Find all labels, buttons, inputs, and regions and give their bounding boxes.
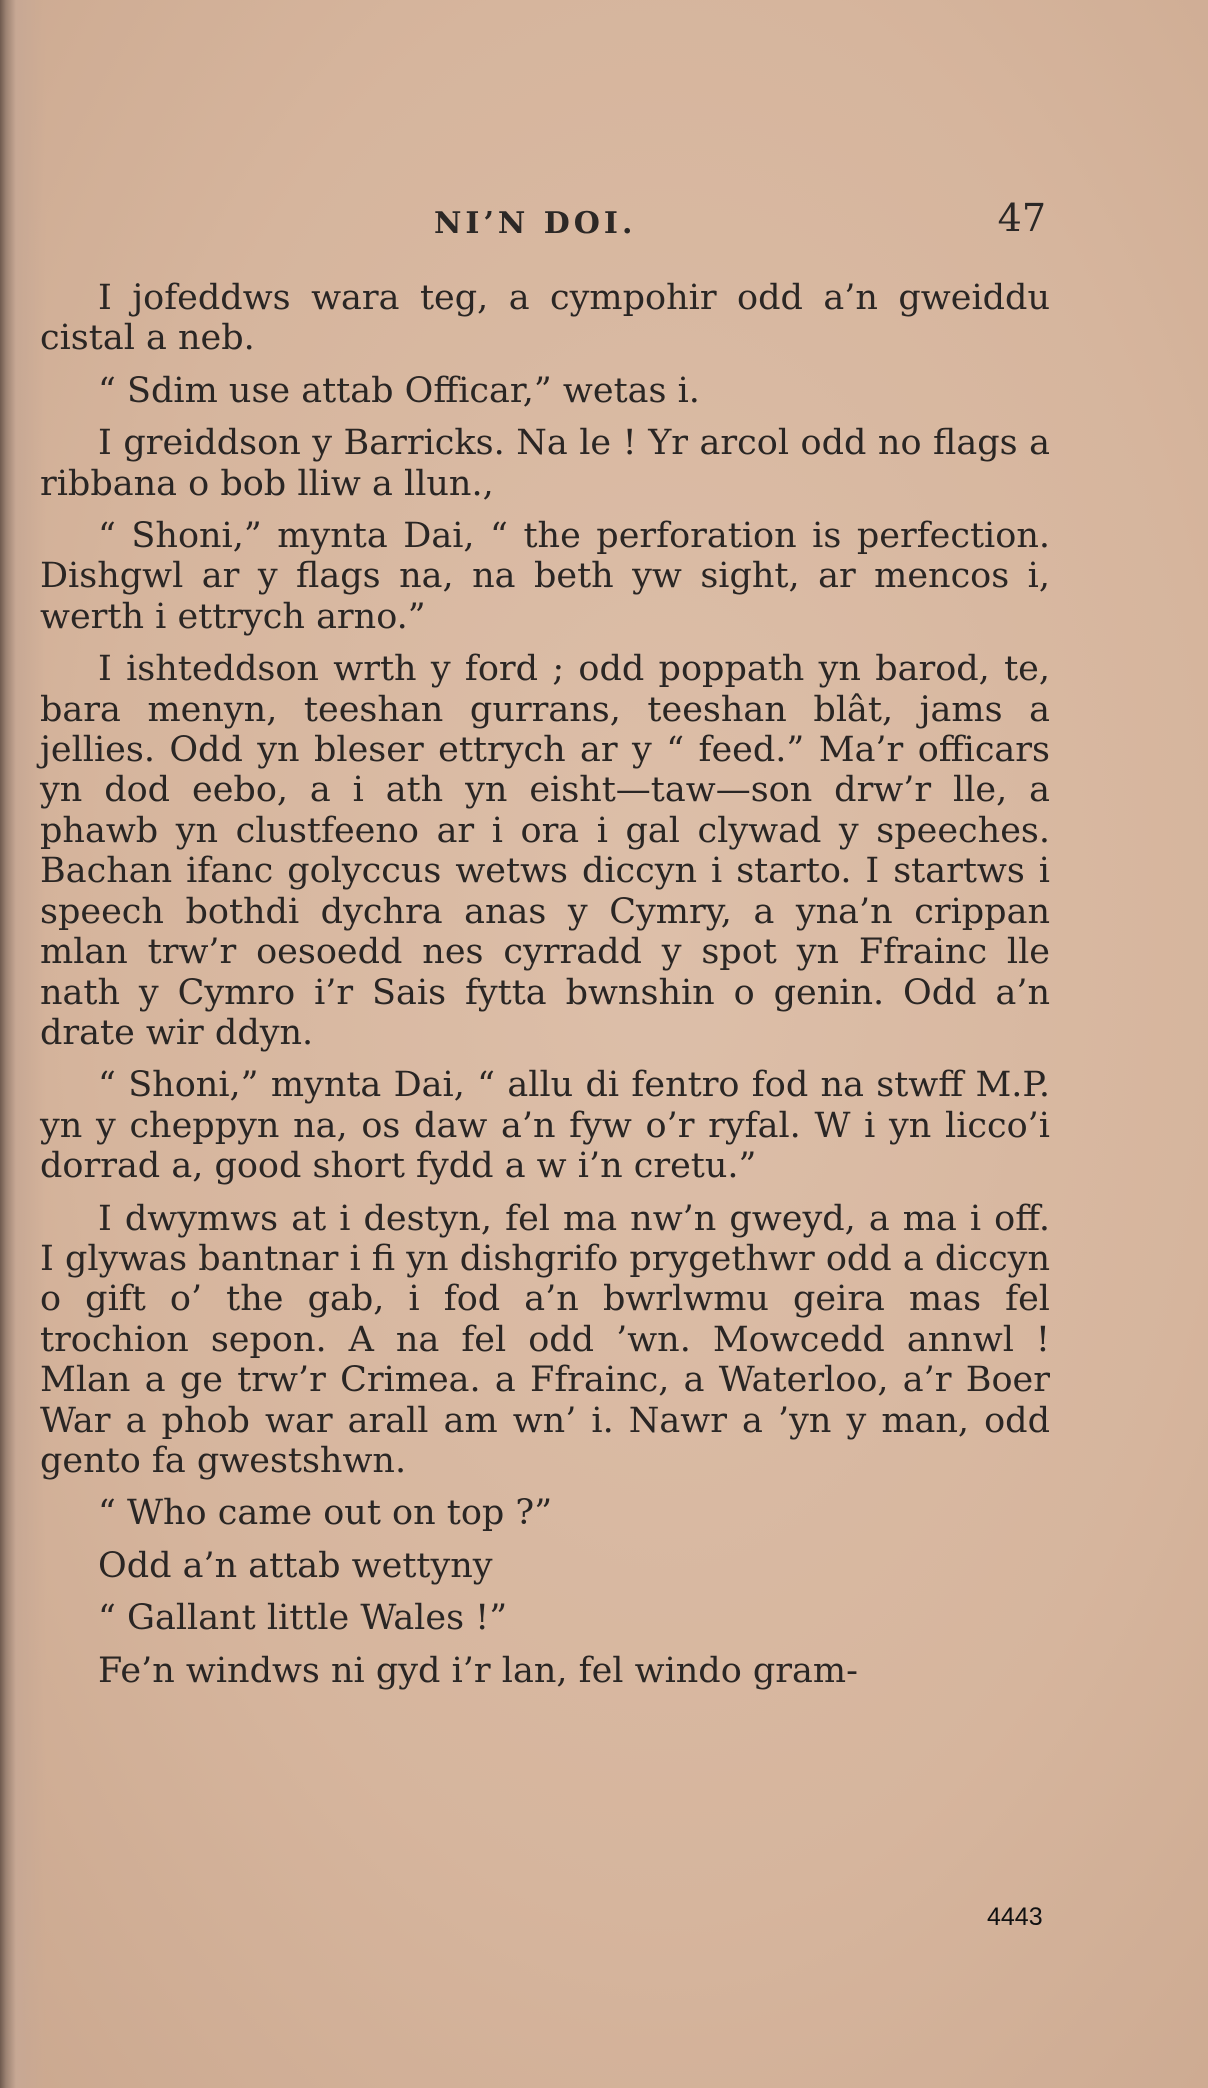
paragraph-11: Fe’n windws ni gyd i’r lan, fel windo gram-	[98, 1650, 858, 1691]
page-number: 47	[997, 196, 1046, 240]
paragraph-9: Odd a’n attab wettyny	[98, 1545, 493, 1586]
paragraph-5: I ishteddson wrth y ford ; odd poppath yn barod, te, bara menyn, teeshan gurrans, teeshan blât, jams a jellies. Odd yn bleser ettrych ar y “ feed.” Ma’r officars yn dod eebo, a i ath yn eisht—taw—son drw’r lle, a phawb yn clustfeeno ar i ora i gal clywad y speeches. Bachan ifanc golyccus wetws diccyn i starto. I startws i speech bothdi dychra anas y Cymry, a yna’n crippan mlan trw’r oesoedd nes cyrradd y spot yn Ffrainc lle nath y Cymro i’r Sais fytta bwnshin o genin. Odd a’n drate wir ddyn.	[40, 649, 1050, 1053]
paragraph-3: I greiddson y Barricks. Na le ! Yr arcol odd no flags a ribbana o bob lliw a llun.,	[40, 423, 1050, 504]
paragraph-10: “ Gallant little Wales !”	[98, 1598, 508, 1639]
paragraph-1: I jofeddws wara teg, a cympohir odd a’n gweiddu cistal a neb.	[40, 278, 1050, 359]
paragraph-6: “ Shoni,” mynta Dai, “ allu di fentro fod na stwff M.P. yn y cheppyn na, os daw a’n fyw o’r ryfal. W i yn licco’i dorrad a, good short fydd a w i’n cretu.”	[40, 1065, 1050, 1187]
body-text	[40, 278, 1050, 1691]
page-stamp-number: 4443	[987, 1903, 1043, 1931]
paragraph-7: I dwymws at i destyn, fel ma nw’n gweyd, a ma i off. I glywas bantnar i fi yn dishgrifo prygethwr odd a diccyn o gift o’ the gab, i fod a’n bwrlwmu geira mas fel trochion sepon. A na fel odd ’wn. Mowcedd annwl ! Mlan a ge trw’r Crimea. a Ffrainc, a Waterloo, a’r Boer War a phob war arall am wn’ i. Nawr a ’yn y man, odd gento fa gwestshwn.	[40, 1198, 1050, 1481]
running-head: NI’N DOI.	[434, 206, 637, 241]
paragraph-8: “ Who came out on top ?”	[98, 1493, 553, 1534]
paragraph-2: “ Sdim use attab Officar,” wetas i.	[98, 370, 700, 411]
paragraph-4: “ Shoni,” mynta Dai, “ the perforation is perfection. Dishgwl ar y flags na, na beth yw sight, ar mencos i, werth i ettrych arno.”	[40, 516, 1050, 637]
